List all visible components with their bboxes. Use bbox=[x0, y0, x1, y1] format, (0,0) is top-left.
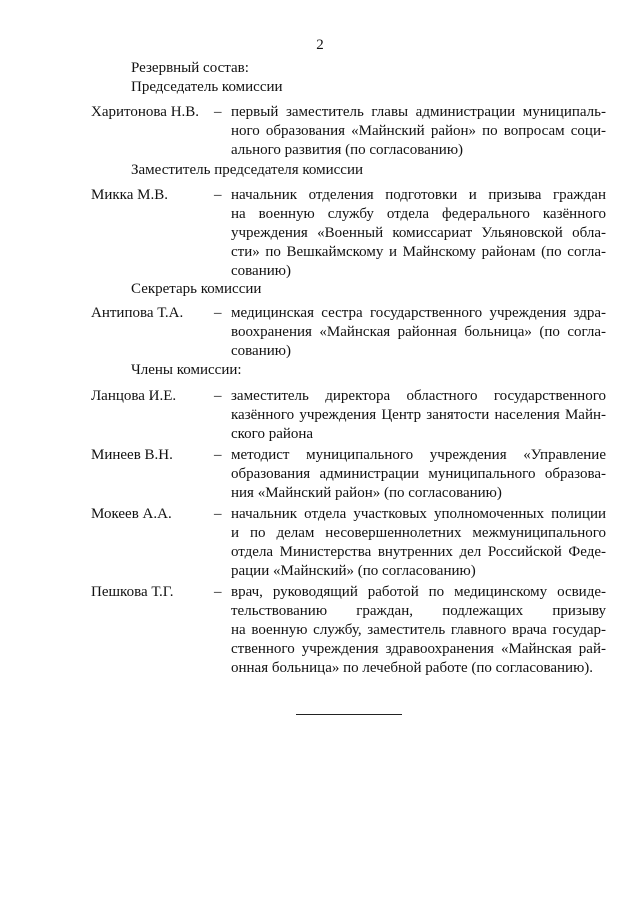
member-dash: – bbox=[214, 506, 222, 522]
member-name: Харитонова Н.В. bbox=[91, 104, 200, 120]
description-line: и по делам несовершеннолетних межмуниципального bbox=[231, 525, 606, 541]
reserve-heading: Резервный состав: bbox=[131, 60, 249, 76]
description-line: воохранения «Майнская районная больница» (по согла- bbox=[231, 324, 606, 340]
member-dash: – bbox=[214, 584, 222, 600]
description-line: врач, руководящий работой по медицинскому освиде- bbox=[231, 584, 606, 600]
member-dash: – bbox=[214, 187, 222, 203]
description-line: начальник отдела участковых уполномоченных полиции bbox=[231, 506, 606, 522]
member-description bbox=[231, 446, 606, 503]
member-dash: – bbox=[214, 447, 222, 463]
description-line: онная больница» по лечебной работе (по согласованию). bbox=[231, 660, 594, 676]
page-number: 2 bbox=[316, 37, 324, 53]
description-line: ного образования «Майнский район» по вопросам соци- bbox=[231, 123, 606, 139]
description-line: медицинская сестра государственного учреждения здра- bbox=[231, 305, 606, 321]
member-name: Мокеев А.А. bbox=[91, 506, 172, 522]
description-line: заместитель директора областного государственного bbox=[231, 388, 606, 404]
member-name: Минеев В.Н. bbox=[91, 447, 173, 463]
member-description bbox=[231, 186, 606, 281]
description-line: учреждения «Военный комиссариат Ульяновской обла- bbox=[231, 225, 606, 241]
description-line: первый заместитель главы администрации муниципаль- bbox=[231, 104, 606, 120]
member-dash: – bbox=[214, 305, 222, 321]
description-line: тельствованию граждан, подлежащих призыву bbox=[231, 603, 606, 619]
description-line: сти» по Вешкаймскому и Майнскому районам (по согла- bbox=[231, 244, 606, 260]
description-line: образования администрации муниципального образова- bbox=[231, 466, 606, 482]
section-title-chairman: Председатель комиссии bbox=[131, 79, 283, 95]
member-dash: – bbox=[214, 104, 222, 120]
description-line: на военную службу, заместитель главного врача государ- bbox=[231, 622, 606, 638]
member-name: Ланцова И.Е. bbox=[91, 388, 177, 404]
description-line: на военную службу отдела федерального казённого bbox=[231, 206, 606, 222]
member-description bbox=[231, 387, 606, 444]
member-name: Антипова Т.А. bbox=[91, 305, 184, 321]
description-line: ния «Майнский район» (по согласованию) bbox=[231, 485, 502, 501]
member-dash: – bbox=[214, 388, 222, 404]
section-title-secretary: Секретарь комиссии bbox=[131, 281, 262, 297]
description-line: сованию) bbox=[231, 343, 291, 359]
member-description bbox=[231, 103, 606, 160]
member-description bbox=[231, 505, 606, 581]
description-line: методист муниципального учреждения «Управление bbox=[231, 447, 606, 463]
description-line: ального развития (по согласованию) bbox=[231, 142, 464, 158]
description-line: начальник отделения подготовки и призыва граждан bbox=[231, 187, 606, 203]
description-line: ского района bbox=[231, 426, 314, 442]
description-line: ственного учреждения здравоохранения «Майнская рай- bbox=[231, 641, 606, 657]
description-line: казённого учреждения Центр занятости населения Майн- bbox=[231, 407, 606, 423]
section-title-deputy-chairman: Заместитель председателя комиссии bbox=[131, 162, 364, 178]
description-line: рации «Майнский» (по согласованию) bbox=[231, 563, 476, 579]
member-description bbox=[231, 304, 606, 361]
member-description bbox=[231, 583, 606, 678]
member-name: Пешкова Т.Г. bbox=[91, 584, 174, 600]
description-line: отдела Министерства внутренних дел Российской Феде- bbox=[231, 544, 606, 560]
description-line: сованию) bbox=[231, 263, 291, 279]
member-name: Микка М.В. bbox=[91, 187, 168, 203]
section-title-members: Члены комиссии: bbox=[131, 362, 242, 378]
end-separator-line bbox=[296, 714, 402, 715]
